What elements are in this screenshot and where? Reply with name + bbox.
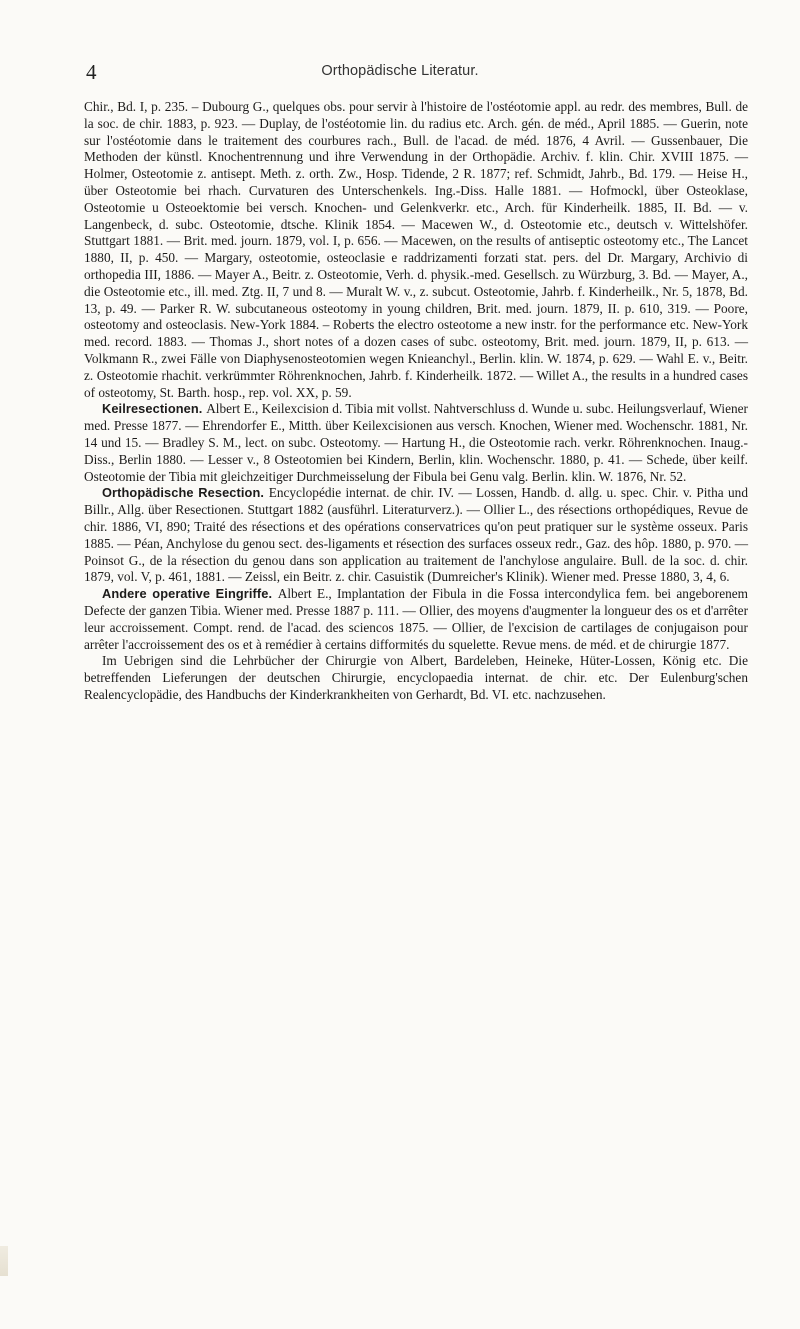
paragraph-text: Im Uebrigen sind die Lehrbücher der Chirurgie von Albert, Bardeleben, Heineke, Hüter-Lossen, König etc. Die betreffenden Lieferungen der deutschen Chirurgie, encyclopaedia internat. de chir. etc. Der Eulenburg'schen Realencyclopädie, des Handbuchs der Kinderkrankheiten von Gerhardt, Bd. VI. etc. nachzusehen. bbox=[84, 653, 748, 702]
running-title: Orthopädische Literatur. bbox=[321, 63, 479, 79]
page-edge-mark bbox=[0, 1246, 8, 1276]
paragraph-text: Encyclopédie internat. de chir. IV. — Lossen, Handb. d. allg. u. spec. Chir. v. Pitha und Billr., Allg. über Resectionen. Stuttgart 1882 (ausführl. Literaturverz.). — Ollier L., des résections orthopédiques, Revue de chir. 1886, VI, 890; Traité des résections et des opérations conservatrices qu'on peut pratiquer sur le système osseux. Paris 1885. — Péan, Anchylose du genou sect. des-ligaments et résection des surfaces osseux redr., Gaz. des hôp. 1880, p. 970. — Poinsot G., de la résection du genou dans son application au traitement de l'anchylose angulaire. Bull. de la soc. d. chir. 1879, vol. V, p. 461, 1881. — Zeissl, ein Beitr. z. chir. Casuistik (Dumreicher's Klinik). Wiener med. Presse 1880, 3, 4, 6. bbox=[84, 485, 748, 585]
paragraph-text: Albert E., Keilexcision d. Tibia mit vollst. Nahtverschluss d. Wunde u. subc. Heilungsverlauf, Wiener med. Presse 1877. — Ehrendorfer E., Mitth. über Keilexcisionen aus versch. Knochen, Wiener med. Wochenschr. 1881, Nr. 14 und 15. — Bradley S. M., lect. on subc. Osteotomy. — Hartung H., die Osteotomie rach. verkr. Röhrenknochen. Inaug.-Diss., Berlin 1880. — Lesser v., 8 Osteotomien bei Kindern, Berlin, klin. Wochenschr. 1880, p. 41. — Schede, über keilf. Osteotomie der Tibia mit gleichzeitiger Durchmeisselung der Fibula bei Genu valg. Berlin. klin. W. 1876, Nr. 52. bbox=[84, 401, 748, 484]
paragraph-closing-note bbox=[84, 653, 748, 703]
paragraph-orthopaedische-resection bbox=[84, 485, 748, 586]
section-heading: Orthopädische Resection. bbox=[102, 485, 269, 501]
body-text bbox=[84, 99, 748, 704]
paragraph-andere-eingriffe bbox=[84, 586, 748, 653]
paragraph-osteotomie-refs bbox=[84, 99, 748, 401]
paragraph-text: Chir., Bd. I, p. 235. – Dubourg G., quelques obs. pour servir à l'histoire de l'ostéotomie appl. au redr. des membres, Bull. de la soc. de chir. 1883, p. 923. — Duplay, de l'ostéotomie lin. du radius etc. Arch. gén. de méd., April 1885. — Guerin, note sur l'ostéotomie dans le traitement des courbures rach., Bull. de l'acad. de méd. 1876, 4 Avril. — Gussenbauer, Die Methoden der künstl. Knochentrennung und ihre Verwendung in der Orthopädie. Archiv. f. klin. Chir. XVIII 1875. — Holmer, Osteotomie z. antisept. Meth. z. orth. Zw., Hosp. Tidende, 2 R. 1877; ref. Schmidt, Jahrb., Bd. 179. — Heise H., über Osteotomie bei rhach. Curvaturen des Unterschenkels. Ing.-Diss. Halle 1881. — Hofmockl, über Osteoklase, Osteotomie u Osteoektomie bei versch. Knochen- und Gelenkverkr. etc., Arch. für Kinderheilk. 1885, II. Bd. — v. Langenbeck, d. subc. Osteotomie, dtsche. Klinik 1854. — Macewen W., d. Osteotomie etc., deutsch v. Wittelshöfer. Stuttgart 1881. — Brit. med. journ. 1879, vol. I, p. 656. — Macewen, on the results of antiseptic osteotomy etc., The Lancet 1880, II, p. 450. — Margary, osteotomie, osteoclasie e raddrizamenti forzati stat. pers. del Dr. Margary, Archivio di orthopedia III, 1886. — Mayer A., Beitr. z. Osteotomie, Verh. d. physik.-med. Gesellsch. zu Würzburg, 3. Bd. — Mayer, A., die Osteotomie etc., ill. med. Ztg. II, 7 und 8. — Muralt W. v., z. subcut. Osteotomie, Jahrb. f. Kinderheilk., Nr. 5, 1878, Bd. 13, p. 49. — Parker R. W. subcutaneous osteotomy in young children, Brit. med. journ. 1879, II. p. 610, 319. — Poore, osteotomy and osteoclasis. New-York 1884. – Roberts the electro osteotome a new instr. for the performance etc. New-York med. record. 1883. — Thomas J., short notes of a dozen cases of subc. osteotomy, Brit. med. journ. 1879, II, p. 613. — Volkmann R., zwei Fälle von Diaphysenosteotomien wegen Knieanchyl., Berlin. klin. W. 1874, p. 629. — Wahl E. v., Beitr. z. Osteotomie rhachit. verkrümmter Röhrenknochen, Jahrb. f. Kinderheilk. 1872. — Willet A., the results in a hundred cases of osteotomy, St. Barth. hosp., rep. vol. XX, p. 59. bbox=[84, 99, 748, 400]
section-heading: Keilresectionen. bbox=[102, 401, 207, 417]
section-heading: Andere operative Eingriffe. bbox=[102, 586, 278, 602]
paragraph-keilresectionen bbox=[84, 401, 748, 485]
page-number: 4 bbox=[86, 60, 97, 84]
paragraph-text: Albert E., Implantation der Fibula in die Fossa intercondylica fem. bei angeborenem Defecte der ganzen Tibia. Wiener med. Presse 1887 p. 111. — Ollier, des moyens d'augmenter la longueur des os et d'arrêter leur accroissement. Compt. rend. de l'acad. des sciencos 1875. — Ollier, de l'excision de cartilages de conjugaison pour arrêter l'accroissement des os et à remédier à certains difformités du squelette. Revue mens. de méd. et de chirurgie 1877. bbox=[84, 586, 748, 652]
